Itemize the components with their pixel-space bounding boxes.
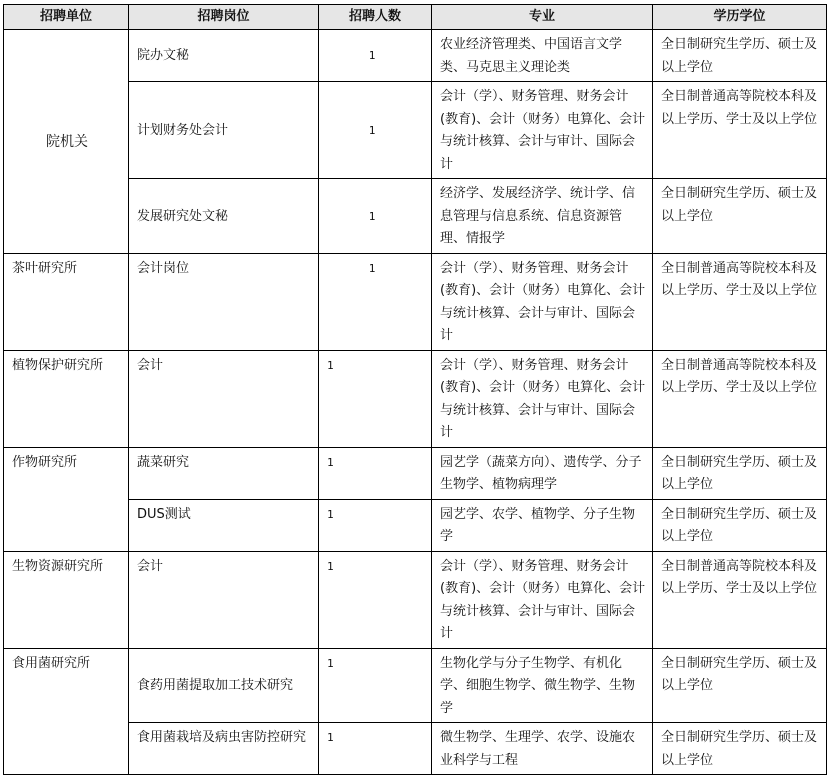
unit-cell: 茶叶研究所 <box>4 253 129 350</box>
table-row <box>4 447 827 499</box>
major-cell: 会计（学）、财务管理、财务会计(教育)、会计（财务）电算化、会计与统计核算、会计与审计、国际会计 <box>432 350 653 447</box>
degree-cell: 全日制研究生学历、硕士及以上学位 <box>653 499 827 551</box>
position-cell: 蔬菜研究 <box>129 447 319 499</box>
count-cell: 1 <box>319 350 432 447</box>
count-cell: 1 <box>319 82 432 179</box>
degree-cell: 全日制普通高等院校本科及以上学历、学士及以上学位 <box>653 253 827 350</box>
major-cell: 微生物学、生理学、农学、设施农业科学与工程 <box>432 723 653 775</box>
header-unit: 招聘单位 <box>4 5 129 30</box>
count-cell: 1 <box>319 253 432 350</box>
table-row <box>4 253 827 350</box>
count-cell: 1 <box>319 723 432 775</box>
position-cell: 食药用菌提取加工技术研究 <box>129 648 319 723</box>
count-cell: 1 <box>319 499 432 551</box>
position-cell: 发展研究处文秘 <box>129 179 319 254</box>
major-cell: 会计（学）、财务管理、财务会计(教育)、会计（财务）电算化、会计与统计核算、会计与审计、国际会计 <box>432 551 653 648</box>
recruitment-table <box>3 4 827 775</box>
position-cell: 食用菌栽培及病虫害防控研究 <box>129 723 319 775</box>
position-cell: 院办文秘 <box>129 30 319 82</box>
unit-cell: 植物保护研究所 <box>4 350 129 447</box>
count-cell: 1 <box>319 551 432 648</box>
unit-cell: 食用菌研究所 <box>4 648 129 775</box>
header-degree: 学历学位 <box>653 5 827 30</box>
degree-cell: 全日制研究生学历、硕士及以上学位 <box>653 30 827 82</box>
major-cell: 农业经济管理类、中国语言文学类、马克思主义理论类 <box>432 30 653 82</box>
degree-cell: 全日制研究生学历、硕士及以上学位 <box>653 648 827 723</box>
header-position: 招聘岗位 <box>129 5 319 30</box>
position-cell: 会计 <box>129 350 319 447</box>
major-cell: 生物化学与分子生物学、有机化学、细胞生物学、微生物学、生物学 <box>432 648 653 723</box>
degree-cell: 全日制研究生学历、硕士及以上学位 <box>653 723 827 775</box>
count-cell: 1 <box>319 179 432 254</box>
header-major: 专业 <box>432 5 653 30</box>
degree-cell: 全日制普通高等院校本科及以上学历、学士及以上学位 <box>653 82 827 179</box>
degree-cell: 全日制普通高等院校本科及以上学历、学士及以上学位 <box>653 551 827 648</box>
table-row <box>4 350 827 447</box>
table-row <box>4 30 827 82</box>
major-cell: 园艺学、农学、植物学、分子生物学 <box>432 499 653 551</box>
major-cell: 会计（学）、财务管理、财务会计(教育)、会计（财务）电算化、会计与统计核算、会计与审计、国际会计 <box>432 253 653 350</box>
degree-cell: 全日制研究生学历、硕士及以上学位 <box>653 179 827 254</box>
degree-cell: 全日制普通高等院校本科及以上学历、学士及以上学位 <box>653 350 827 447</box>
count-cell: 1 <box>319 30 432 82</box>
major-cell: 会计（学）、财务管理、财务会计(教育)、会计（财务）电算化、会计与统计核算、会计与审计、国际会计 <box>432 82 653 179</box>
header-count: 招聘人数 <box>319 5 432 30</box>
major-cell: 园艺学（蔬菜方向）、遗传学、分子生物学、植物病理学 <box>432 447 653 499</box>
header-row <box>4 5 827 30</box>
position-cell: 会计 <box>129 551 319 648</box>
count-cell: 1 <box>319 447 432 499</box>
degree-cell: 全日制研究生学历、硕士及以上学位 <box>653 447 827 499</box>
table-row <box>4 551 827 648</box>
major-cell: 经济学、发展经济学、统计学、信息管理与信息系统、信息资源管理、情报学 <box>432 179 653 254</box>
unit-cell: 院机关 <box>4 30 129 254</box>
count-cell: 1 <box>319 648 432 723</box>
unit-cell: 作物研究所 <box>4 447 129 551</box>
unit-cell: 生物资源研究所 <box>4 551 129 648</box>
position-cell: 会计岗位 <box>129 253 319 350</box>
position-cell: DUS测试 <box>129 499 319 551</box>
position-cell: 计划财务处会计 <box>129 82 319 179</box>
table-row <box>4 648 827 723</box>
